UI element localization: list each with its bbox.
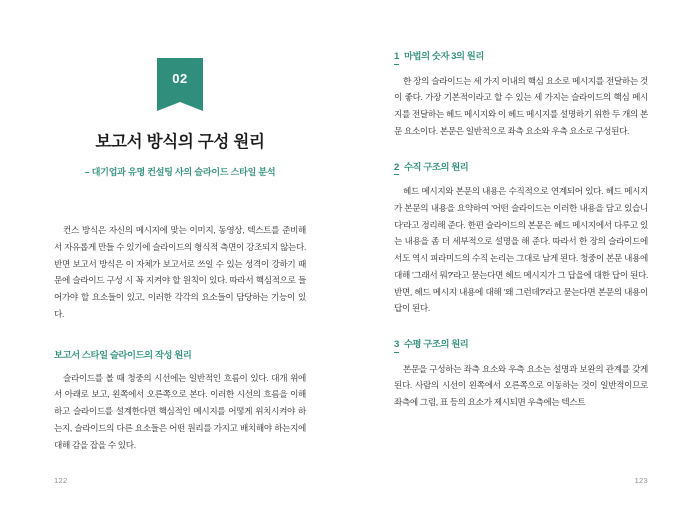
paragraph: 슬라이드를 볼 때 청중의 시선에는 일반적인 흐름이 있다. 대개 위에서 아래로 보고, 왼쪽에서 오른쪽으로 본다. 이러한 시선의 흐름을 이해하고 슬라이드를 설계한다면 핵심적인 메시지를 어떻게 위치시켜야 하는지, 슬라이드의 다른 요소들은 어떤 원리를 가지고 배치해야 하는지에 대해 감을 잡을 수 있다. <box>54 372 306 450</box>
right-page <box>350 0 700 518</box>
section-title: 마법의 숫자 3의 원리 <box>403 51 484 61</box>
section-number: 1 <box>394 52 399 65</box>
section-heading <box>394 336 648 353</box>
left-body-block <box>54 222 306 323</box>
section-number: 2 <box>394 163 399 176</box>
page-number-left: 122 <box>54 476 68 485</box>
paragraph: 컨스 방식은 자신의 메시지에 맞는 이미지, 동영상, 텍스트를 준비해서 자유롭게 만들 수 있기에 슬라이드의 형식적 측면이 강조되지 않는다. 반면 보고서 방식은 이 자체가 보고서로 쓰일 수 있는 성격이 강하기 때문에 슬라이드 구성 시 꼭 지켜야 할 원칙이 있다. 따라서 핵심적으로 들어가야 할 요소들이 있고, 이러한 각각의 요소들이 담당하는 기능이 있다. <box>54 225 306 319</box>
page-title: 보고서 방식의 구성 원리 <box>95 133 265 151</box>
section-principle-1 <box>394 48 648 140</box>
chapter-subtitle: – 대기업과 유명 컨설팅 사의 슬라이드 스타일 분석 <box>84 167 276 177</box>
chapter-badge-wrapper <box>54 58 306 102</box>
page-number-right: 123 <box>634 476 648 485</box>
section-number: 3 <box>394 340 399 353</box>
chapter-number-badge: 02 <box>157 58 203 102</box>
section-heading-slide-writing: 보고서 스타일 슬라이드의 작성 원리 <box>54 349 192 360</box>
section-title: 수직 구조의 원리 <box>403 161 469 172</box>
section-principle-2 <box>394 159 648 318</box>
section-heading <box>394 48 648 65</box>
section-heading <box>394 159 648 176</box>
section-title: 수평 구조의 원리 <box>403 339 469 350</box>
paragraph: 헤드 메시지와 본문의 내용은 수직적으로 연계되어 있다. 헤드 메시지가 본문의 내용을 요약하여 '어떤 슬라이드는 이러한 내용을 담고 있습니다'라고 정리해 준다. 한편 슬라이드의 본문은 헤드 메시지에서 다루고 있는 내용을 좀 더 세부적으로 설명을 해 준다. 따라서 한 장의 슬라이드에서도 역시 피라미드의 수직 논리는 그대로 남게 된다. 청중이 본문 내용에 대해 '그래서 뭐?'라고 묻는다면 헤드 메시지가 그 답을에 대한 답이 된다. 반면, 헤드 메시지 내용에 대해 '왜 그런데?'라고 묻는다면 본문의 내용이 답이 된다. <box>394 186 648 314</box>
section-principle-3 <box>394 336 648 411</box>
paragraph: 한 장의 슬라이드는 세 가지 이내의 핵심 요소로 메시지를 전달하는 것이 좋다. 가장 기본적이라고 할 수 있는 세 가지는 슬라이드의 핵심 메시지를 전달하는 헤드 메시지와 이 헤드 메시지를 설명하기 위한 두 개의 본문 요소이다. 본문은 일반적으로 좌측 요소와 우측 요소로 구성된다. <box>394 75 648 136</box>
paragraph: 본문을 구성하는 좌측 요소와 우측 요소는 설명과 보완의 관계를 갖게 된다. 사람의 시선이 왼쪽에서 오른쪽으로 이동하는 것이 일반적이므로 좌측에 그림, 표 등의 요소가 제시되면 우측에는 텍스트 <box>394 363 648 408</box>
